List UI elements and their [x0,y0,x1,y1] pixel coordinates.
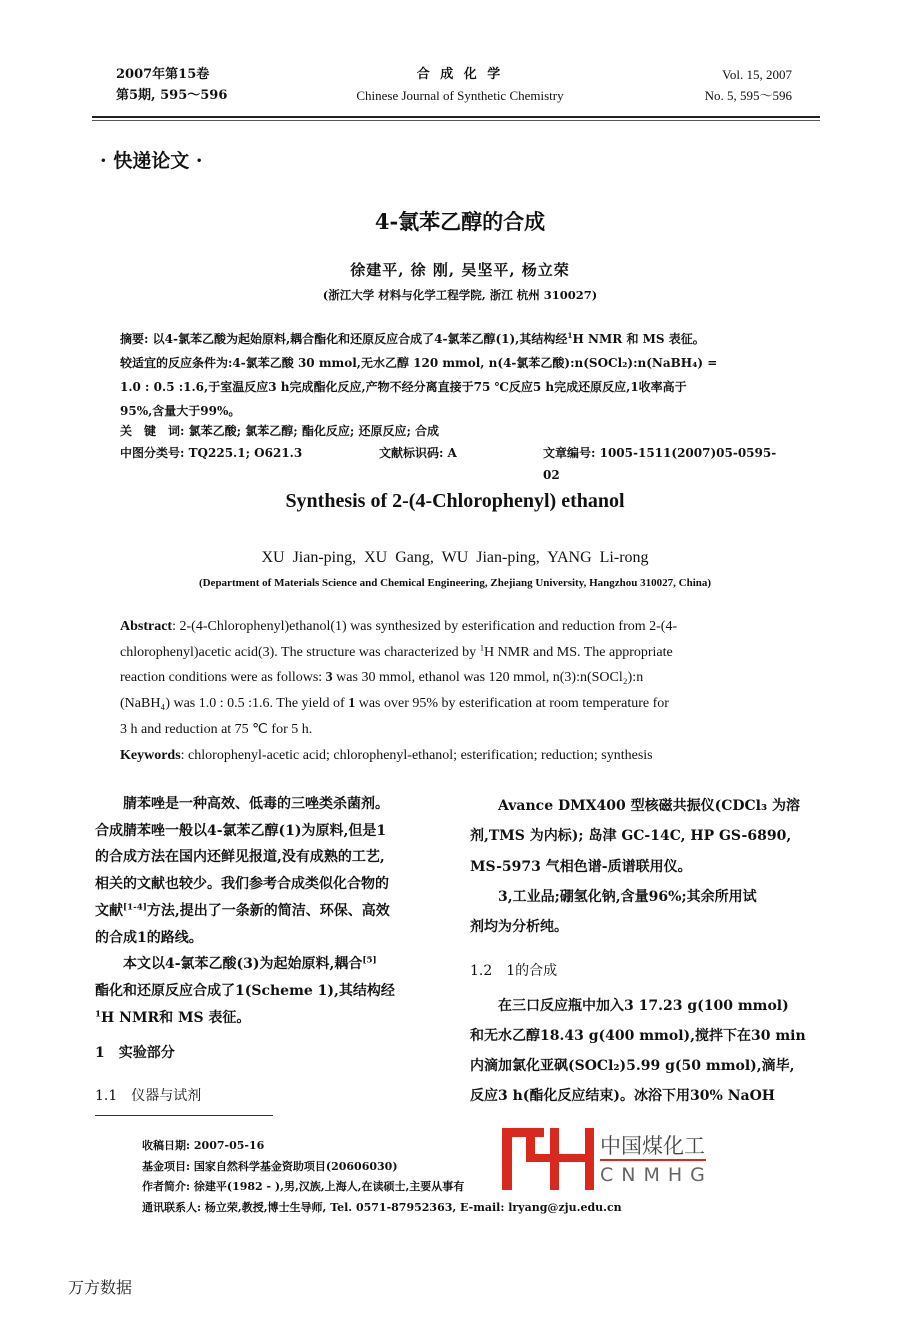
superscript: 1 [567,331,573,340]
text-segment: 1 [348,696,356,712]
text-segment: 在三口反应瓶中加入3 17.23 g(100 mmol) [498,998,789,1014]
body-right [470,791,820,942]
text-segment: MS-5973 气相色谱-质谱联用仪。 [470,858,692,875]
text-segment: 酯化和还原反应合成了1(Scheme 1),其结构经 [95,982,395,999]
body-right-2 [470,991,806,1111]
classification-row [120,442,790,486]
header-left: 2007年第15卷 第5期, 595～596 [116,67,228,103]
text-segment: 剂均为分析纯。 [470,919,568,936]
text-segment: Abstract [120,619,173,634]
superscript: [5] [362,955,377,966]
text-segment: 反应3 h(酯化反应结束)。冰浴下用30% NaOH [470,1088,775,1104]
text-segment: 合成腈苯唑一般以4-氯苯乙醇(1)为原料,但是1 [95,822,387,839]
text-line [120,327,790,351]
text-line [470,821,820,851]
text-segment: 摘要: 以4-氯苯乙酸为起始原料,耦合酯化和还原反应合成了4-氯苯乙醇(1),其结构经 [120,332,568,346]
title-cn: 4-氯苯乙醇的合成 [374,209,546,234]
text-line [470,882,820,912]
text-segment: : 2-(4-Chlorophenyl)ethanol(1) was synthesized by esterification and reduction from 2-(4- [172,619,678,634]
text-line [95,1005,455,1032]
superscript: 1 [95,1008,102,1019]
text-segment: 收稿日期: 2007-05-16 [142,1139,265,1152]
doc-code: 文献标识码: A [378,446,457,460]
text-segment: was over 95% by esterification at room temperature for [355,696,669,712]
text-segment: H NMR and MS. The appropriate [484,644,673,660]
text-segment: H NMR 和 MS 表征。 [572,332,705,346]
affiliation-cn: (浙江大学 材料与化学工程学院, 浙江 杭州 310027) [322,288,598,302]
text-segment: reaction conditions were as follows: [120,670,326,686]
text-segment: 基金项目: 国家自然科学基金资助项目(20606030) [142,1159,398,1173]
text-segment: Keywords [120,747,181,763]
header-right: Vol. 15, 2007 No. 5, 595～596 [704,67,792,103]
text-line [95,818,455,845]
subsection-heading: 1.1 仪器与试剂 [95,1088,202,1104]
text-line [470,852,820,882]
text-segment: 内滴加氯化亚砜(SOCl₂)5.99 g(50 mmol),滴毕, [470,1058,795,1074]
text-line [120,717,677,743]
text-line [120,691,677,717]
text-line [470,1051,806,1081]
text-segment: Avance DMX400 型核磁共振仪(CDCl₃ 为溶 [498,798,800,814]
text-line [120,375,790,399]
text-line [95,978,455,1005]
clc-number: 中图分类号: TQ225.1; O621.3 [120,446,303,460]
text-segment: 作者简介: 徐建平(1982 - ),男,汉族,上海人,在读硕士,主要从事有 [142,1180,465,1193]
text-line [95,871,455,898]
text-segment: 的合成方法在国内还鲜见报道,没有成熟的工艺, [95,849,385,866]
text-segment: 本文以4-氯苯乙酸(3)为起始原料,耦合 [123,956,363,973]
superscript: [1-4] [123,902,147,913]
superscript: 1 [479,642,485,653]
text-line [470,1021,806,1051]
meta-cn [120,420,790,486]
abstract-cn [120,327,790,423]
text-segment: 较适宜的反应条件为:4-氯苯乙酸 30 mmol,无水乙醇 120 mmol, n(4-氯苯乙酸):n(SOCl₂):n(NaBH₄) = [120,356,718,370]
abstract-en [120,614,677,768]
logo-text-en: CNMHG [600,1164,713,1186]
text-segment: 95%,含量大于99%。 [120,404,241,418]
text-line [120,640,677,666]
text-segment: 3 h and reduction at 75 ℃ for 5 h. [120,721,313,737]
text-line [95,898,455,925]
text-line [120,665,677,691]
text-segment: : chlorophenyl-acetic acid; chlorophenyl-ethanol; esterification; reduction; synthesis [180,747,653,763]
text-line [95,791,455,818]
title-en: Synthesis of 2-(4-Chlorophenyl) ethanol [285,490,625,512]
text-line [120,351,790,375]
text-segment: 1.0 : 0.5 :1.6,于室温反应3 h完成酯化反应,产物不经分离直接于75 ℃反应5 h完成还原反应,1收率高于 [120,380,687,394]
header-rule [92,116,820,118]
text-line [470,1081,806,1111]
text-segment: 通讯联系人: 杨立荣,教授,博士生导师, Tel. 0571-87952363, E-mail: lryang@zju.edu.cn [142,1200,622,1214]
cnmhg-logo [500,1128,713,1192]
text-line [95,925,455,952]
text-segment: was 30 mmol, ethanol was 120 mmol, n(3):n(SOCl₂):n [332,670,644,686]
text-line [120,614,677,640]
watermark: 万方数据 [68,1278,133,1297]
text-segment: 和无水乙醇18.43 g(400 mmol),搅拌下在30 min [470,1028,806,1044]
text-line [142,1198,622,1219]
text-line [470,791,820,821]
section-heading: 1 实验部分 [95,1045,175,1061]
text-line [470,912,820,942]
text-segment: H NMR和 MS 表征。 [101,1009,251,1026]
text-segment: 3 [325,670,333,686]
text-segment: 剂,TMS 为内标); 岛津 GC-14C, HP GS-6890, [470,828,792,845]
text-line [470,991,806,1021]
text-segment: 腈苯唑是一种高效、低毒的三唑类杀菌剂。 [123,796,389,812]
logo-text-cn: 中国煤化工 [600,1134,705,1158]
column-tag: · 快递论文 · [100,150,203,172]
body-left [95,791,455,1031]
text-line [95,844,455,871]
header-center: 合 成 化 学 Chinese Journal of Synthetic Chemistry [356,67,564,103]
article-number: 文章编号: 1005-1511(2007)05-0595-02 [543,446,777,482]
subsection-heading: 1.2 1的合成 [470,963,558,979]
authors-cn: 徐建平, 徐 刚, 吴坚平, 杨立荣 [350,261,570,279]
text-segment: 3,工业品;硼氢化钠,含量96%;其余所用试 [498,888,757,905]
text-segment: 方法,提出了一条新的简洁、环保、高效 [146,902,390,919]
text-segment: 的合成1的路线。 [95,929,203,946]
text-segment: 文献 [95,902,123,919]
text-line [120,743,677,769]
text-segment: 相关的文献也较少。我们参考合成类似化合物的 [95,876,389,893]
text-line [95,951,455,978]
text-segment: (NaBH₄) was 1.0 : 0.5 :1.6. The yield of [120,696,349,712]
footnote-rule [95,1115,273,1116]
authors-en: XU Jian-ping, XU Gang, WU Jian-ping, YANG Li-rong [261,549,649,566]
keywords-cn: 关 键 词: 氯苯乙酸; 氯苯乙醇; 酯化反应; 还原反应; 合成 [120,424,440,438]
header-rule-thin [92,120,820,121]
text-segment: chlorophenyl)acetic acid(3). The structure was characterized by [120,644,480,660]
dept-en: (Department of Materials Science and Chemical Engineering, Zhejiang University, Hangzhou 310027, China) [198,577,712,589]
